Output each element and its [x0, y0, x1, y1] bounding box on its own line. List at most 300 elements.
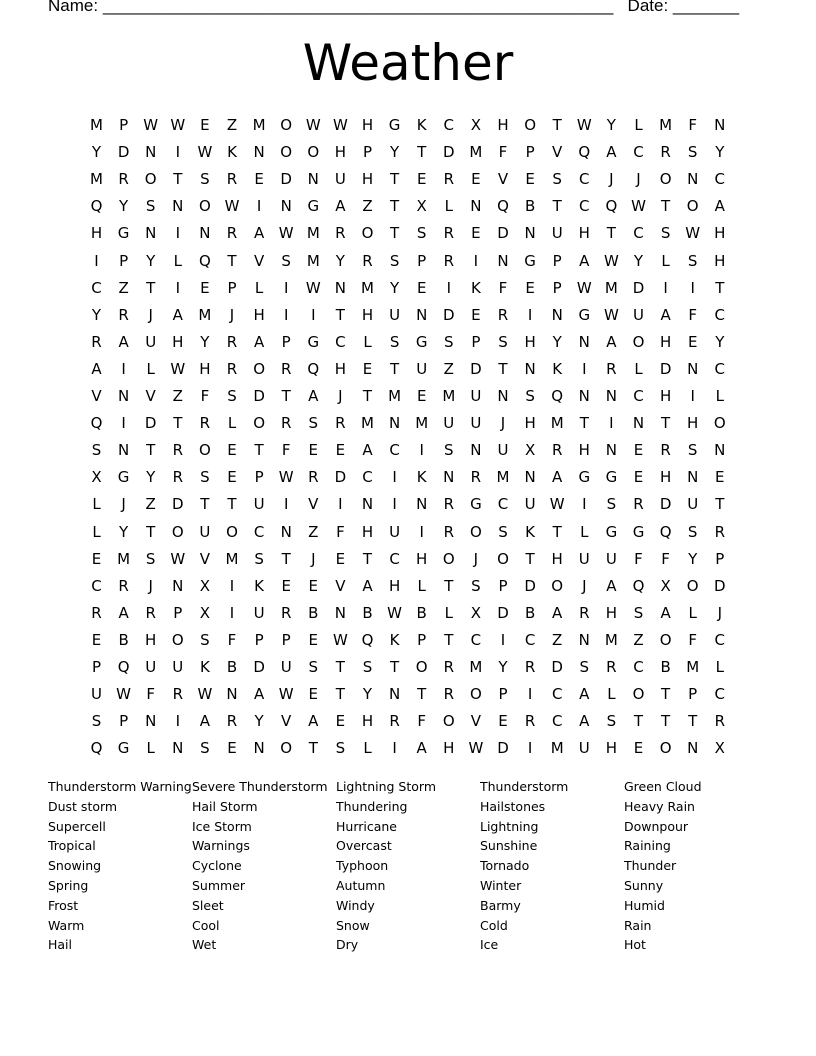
grid-letter[interactable]: S — [254, 549, 264, 568]
grid-letter[interactable]: L — [173, 251, 182, 270]
grid-letter[interactable]: Y — [498, 658, 508, 676]
grid-letter[interactable]: F — [227, 630, 237, 649]
grid-letter[interactable]: G — [307, 332, 320, 351]
grid-letter[interactable]: O — [713, 414, 726, 433]
grid-letter[interactable]: O — [253, 359, 265, 378]
grid-letter[interactable]: M — [496, 468, 510, 487]
grid-letter[interactable]: S — [200, 739, 210, 758]
grid-letter[interactable]: S — [281, 251, 291, 270]
grid-letter[interactable]: T — [661, 685, 671, 704]
grid-letter[interactable]: N — [714, 116, 726, 134]
grid-letter[interactable]: C — [362, 468, 373, 487]
grid-letter[interactable]: D — [470, 359, 482, 378]
grid-letter[interactable]: C — [579, 197, 590, 216]
grid-letter[interactable]: H — [172, 332, 184, 351]
grid-letter[interactable]: L — [634, 359, 643, 378]
grid-letter[interactable]: T — [362, 387, 373, 405]
grid-letter[interactable]: S — [498, 332, 508, 351]
grid-letter[interactable]: Y — [362, 685, 373, 704]
grid-letter[interactable]: O — [686, 576, 699, 595]
grid-letter[interactable]: H — [416, 549, 428, 568]
grid-letter[interactable]: T — [281, 549, 291, 568]
grid-letter[interactable]: V — [470, 712, 482, 731]
grid-letter[interactable]: T — [390, 224, 400, 243]
grid-letter[interactable]: N — [280, 522, 292, 541]
grid-letter[interactable]: Y — [390, 278, 400, 297]
grid-letter[interactable]: I — [311, 305, 316, 324]
grid-letter[interactable]: T — [146, 441, 156, 460]
grid-letter[interactable]: O — [497, 549, 509, 568]
grid-letter[interactable]: P — [281, 332, 291, 351]
grid-letter[interactable]: U — [443, 414, 455, 433]
grid-letter[interactable]: N — [524, 224, 536, 243]
grid-letter[interactable]: S — [552, 170, 562, 189]
grid-letter[interactable]: F — [688, 305, 697, 324]
grid-letter[interactable]: W — [116, 685, 132, 704]
grid-letter[interactable]: T — [335, 305, 345, 324]
grid-letter[interactable]: R — [443, 170, 455, 189]
grid-letter[interactable]: D — [334, 468, 347, 487]
grid-letter[interactable]: C — [91, 576, 102, 595]
grid-letter[interactable]: E — [308, 576, 319, 595]
grid-letter[interactable]: D — [253, 658, 265, 676]
grid-letter[interactable]: K — [199, 658, 210, 676]
grid-letter[interactable]: I — [283, 495, 289, 514]
grid-letter[interactable]: A — [552, 468, 563, 487]
grid-letter[interactable]: S — [633, 603, 644, 622]
grid-letter[interactable]: Q — [361, 630, 374, 649]
grid-letter[interactable]: H — [361, 522, 374, 541]
grid-letter[interactable]: E — [525, 278, 535, 297]
grid-letter[interactable]: R — [443, 495, 455, 514]
grid-letter[interactable]: C — [633, 224, 644, 243]
grid-letter[interactable]: W — [143, 116, 159, 134]
grid-letter[interactable]: T — [390, 658, 400, 676]
grid-letter[interactable]: Z — [552, 630, 563, 649]
grid-letter[interactable]: Q — [90, 414, 103, 433]
grid-letter[interactable]: S — [660, 224, 671, 243]
grid-letter[interactable]: H — [578, 441, 590, 460]
grid-letter[interactable]: W — [603, 305, 619, 324]
grid-letter[interactable]: H — [90, 224, 103, 243]
grid-letter[interactable]: R — [497, 305, 509, 324]
grid-letter[interactable]: E — [335, 549, 346, 568]
grid-letter[interactable]: I — [446, 278, 452, 297]
grid-letter[interactable]: I — [338, 495, 343, 514]
grid-letter[interactable]: A — [606, 576, 617, 595]
grid-letter[interactable]: A — [308, 712, 319, 731]
grid-letter[interactable]: T — [417, 143, 427, 162]
grid-letter[interactable]: J — [500, 414, 506, 433]
grid-letter[interactable]: I — [94, 251, 99, 270]
grid-letter[interactable]: I — [527, 305, 533, 324]
grid-letter[interactable]: R — [280, 603, 292, 622]
grid-letter[interactable]: D — [144, 414, 157, 433]
grid-letter[interactable]: S — [444, 441, 454, 460]
grid-letter[interactable]: I — [392, 495, 397, 514]
grid-letter[interactable]: A — [199, 712, 211, 731]
grid-letter[interactable]: T — [390, 197, 400, 216]
grid-letter[interactable]: D — [497, 739, 509, 758]
grid-letter[interactable]: R — [524, 658, 536, 676]
grid-letter[interactable]: L — [634, 116, 643, 134]
grid-letter[interactable]: S — [200, 468, 210, 487]
grid-letter[interactable]: G — [117, 468, 130, 487]
grid-letter[interactable]: R — [470, 468, 482, 487]
grid-letter[interactable]: C — [714, 305, 726, 324]
grid-letter[interactable]: Z — [308, 522, 319, 541]
grid-letter[interactable]: O — [171, 630, 184, 649]
grid-letter[interactable]: R — [606, 658, 617, 676]
grid-letter[interactable]: T — [552, 116, 562, 134]
grid-letter[interactable]: E — [471, 224, 481, 243]
grid-letter[interactable]: R — [226, 224, 238, 243]
grid-letter[interactable]: K — [416, 116, 427, 134]
grid-letter[interactable]: I — [690, 278, 695, 297]
grid-letter[interactable]: T — [173, 414, 183, 433]
grid-letter[interactable]: O — [659, 739, 672, 758]
grid-letter[interactable]: N — [632, 414, 645, 433]
grid-letter[interactable]: A — [660, 603, 671, 622]
grid-letter[interactable]: M — [90, 170, 103, 189]
grid-letter[interactable]: L — [715, 387, 724, 405]
grid-letter[interactable]: C — [443, 116, 455, 134]
grid-letter[interactable]: U — [687, 495, 699, 514]
grid-letter[interactable]: P — [119, 712, 129, 731]
grid-letter[interactable]: T — [661, 712, 671, 731]
grid-letter[interactable]: M — [604, 278, 618, 297]
grid-letter[interactable]: W — [685, 224, 701, 243]
grid-letter[interactable]: Y — [119, 197, 129, 216]
grid-letter[interactable]: O — [632, 685, 645, 704]
grid-letter[interactable]: R — [226, 359, 238, 378]
grid-letter[interactable]: L — [227, 414, 237, 433]
grid-letter[interactable]: L — [444, 603, 453, 622]
grid-letter[interactable]: Z — [145, 495, 156, 514]
grid-letter[interactable]: U — [389, 305, 401, 324]
grid-letter[interactable]: U — [416, 359, 428, 378]
grid-letter[interactable]: H — [578, 224, 590, 243]
grid-letter[interactable]: U — [524, 495, 536, 514]
grid-letter[interactable]: I — [582, 359, 587, 378]
grid-letter[interactable]: E — [633, 441, 644, 460]
grid-letter[interactable]: U — [145, 332, 157, 351]
grid-letter[interactable]: U — [145, 658, 157, 676]
grid-letter[interactable]: D — [632, 278, 645, 297]
grid-letter[interactable]: G — [578, 305, 591, 324]
grid-letter[interactable]: N — [145, 224, 157, 243]
grid-letter[interactable]: H — [524, 332, 536, 351]
grid-letter[interactable]: L — [146, 359, 155, 378]
grid-letter[interactable]: T — [688, 712, 698, 731]
grid-letter[interactable]: C — [91, 278, 102, 297]
grid-letter[interactable]: Q — [198, 251, 211, 270]
grid-letter[interactable]: Q — [632, 576, 645, 595]
grid-letter[interactable]: X — [470, 603, 482, 622]
grid-letter[interactable]: F — [281, 441, 291, 460]
grid-letter[interactable]: U — [389, 522, 401, 541]
grid-letter[interactable]: R — [91, 332, 102, 351]
grid-letter[interactable]: K — [416, 468, 427, 487]
grid-letter[interactable]: N — [145, 143, 157, 162]
grid-letter[interactable]: A — [606, 332, 617, 351]
grid-letter[interactable]: M — [388, 387, 402, 405]
grid-letter[interactable]: N — [497, 251, 509, 270]
grid-letter[interactable]: D — [443, 143, 455, 162]
grid-letter[interactable]: O — [198, 441, 211, 460]
grid-letter[interactable]: X — [91, 468, 102, 487]
grid-letter[interactable]: I — [392, 468, 397, 487]
grid-letter[interactable]: Q — [307, 359, 320, 378]
grid-letter[interactable]: B — [226, 658, 238, 676]
grid-letter[interactable]: I — [175, 712, 181, 731]
grid-letter[interactable]: L — [363, 739, 372, 758]
grid-letter[interactable]: R — [443, 224, 455, 243]
grid-letter[interactable]: A — [579, 685, 590, 704]
grid-letter[interactable]: E — [416, 278, 427, 297]
grid-letter[interactable]: I — [229, 603, 235, 622]
grid-letter[interactable]: R — [172, 685, 184, 704]
grid-letter[interactable]: H — [659, 468, 672, 487]
grid-letter[interactable]: W — [603, 251, 619, 270]
grid-letter[interactable]: Z — [118, 278, 129, 297]
grid-letter[interactable]: I — [609, 414, 614, 433]
grid-letter[interactable]: I — [256, 197, 262, 216]
grid-letter[interactable]: L — [363, 332, 372, 351]
grid-letter[interactable]: B — [524, 603, 536, 622]
grid-letter[interactable]: I — [121, 414, 126, 433]
grid-letter[interactable]: D — [524, 576, 536, 595]
grid-letter[interactable]: Z — [172, 387, 183, 405]
grid-letter[interactable]: Y — [91, 305, 102, 324]
grid-letter[interactable]: J — [338, 387, 343, 405]
grid-letter[interactable]: T — [281, 387, 291, 405]
grid-letter[interactable]: S — [606, 495, 617, 514]
name-field[interactable]: ______________________________________________________ — [102, 0, 614, 15]
grid-letter[interactable]: N — [470, 197, 482, 216]
grid-letter[interactable]: M — [686, 658, 700, 676]
grid-letter[interactable]: U — [253, 603, 265, 622]
date-field[interactable]: _______ — [672, 0, 740, 15]
grid-letter[interactable]: X — [660, 576, 671, 595]
grid-letter[interactable]: C — [633, 143, 644, 162]
grid-letter[interactable]: R — [606, 359, 617, 378]
grid-letter[interactable]: C — [524, 630, 536, 649]
grid-letter[interactable]: E — [471, 170, 481, 189]
grid-letter[interactable]: M — [604, 630, 618, 649]
grid-letter[interactable]: E — [308, 630, 319, 649]
grid-letter[interactable]: D — [714, 576, 726, 595]
grid-letter[interactable]: N — [334, 603, 346, 622]
grid-letter[interactable]: N — [687, 359, 699, 378]
grid-letter[interactable]: W — [170, 359, 186, 378]
grid-letter[interactable]: D — [172, 495, 184, 514]
grid-letter[interactable]: F — [417, 712, 426, 731]
grid-letter[interactable]: N — [388, 414, 401, 433]
grid-letter[interactable]: L — [254, 278, 264, 297]
grid-letter[interactable]: P — [173, 603, 183, 622]
grid-letter[interactable]: D — [117, 143, 130, 162]
grid-letter[interactable]: L — [607, 685, 616, 704]
grid-letter[interactable]: T — [254, 441, 264, 460]
grid-letter[interactable]: V — [281, 712, 292, 731]
grid-letter[interactable]: T — [661, 414, 671, 433]
grid-letter[interactable]: A — [606, 143, 617, 162]
grid-letter[interactable]: O — [551, 576, 564, 595]
grid-letter[interactable]: L — [92, 495, 101, 514]
grid-letter[interactable]: J — [717, 603, 723, 622]
grid-letter[interactable]: D — [443, 305, 455, 324]
grid-letter[interactable]: E — [200, 278, 210, 297]
grid-letter[interactable]: C — [579, 170, 590, 189]
grid-letter[interactable]: R — [443, 251, 455, 270]
grid-letter[interactable]: R — [660, 143, 671, 162]
grid-letter[interactable]: H — [497, 116, 509, 134]
grid-letter[interactable]: N — [307, 170, 319, 189]
grid-letter[interactable]: R — [633, 495, 644, 514]
grid-letter[interactable]: Q — [117, 658, 130, 676]
grid-letter[interactable]: A — [308, 387, 319, 405]
grid-letter[interactable]: U — [334, 170, 346, 189]
grid-letter[interactable]: B — [416, 603, 427, 622]
grid-letter[interactable]: C — [714, 630, 726, 649]
grid-letter[interactable]: O — [415, 658, 428, 676]
grid-letter[interactable]: X — [714, 739, 725, 758]
grid-letter[interactable]: T — [200, 495, 210, 514]
grid-letter[interactable]: W — [468, 739, 484, 758]
grid-letter[interactable]: C — [389, 549, 400, 568]
grid-letter[interactable]: O — [469, 522, 482, 541]
grid-letter[interactable]: N — [714, 441, 726, 460]
grid-letter[interactable]: W — [197, 143, 213, 162]
grid-letter[interactable]: V — [199, 549, 211, 568]
grid-letter[interactable]: M — [90, 116, 103, 134]
grid-letter[interactable]: R — [362, 251, 373, 270]
grid-letter[interactable]: U — [91, 685, 102, 704]
grid-letter[interactable]: E — [416, 170, 427, 189]
grid-letter[interactable]: P — [119, 116, 129, 134]
grid-letter[interactable]: A — [362, 576, 373, 595]
grid-letter[interactable]: P — [119, 251, 129, 270]
grid-letter[interactable]: H — [334, 143, 347, 162]
grid-letter[interactable]: B — [362, 603, 373, 622]
grid-letter[interactable]: H — [253, 305, 265, 324]
grid-letter[interactable]: G — [578, 468, 591, 487]
grid-letter[interactable]: X — [199, 603, 211, 622]
grid-letter[interactable]: N — [416, 495, 428, 514]
grid-letter[interactable]: R — [145, 603, 156, 622]
grid-letter[interactable]: Q — [497, 197, 509, 216]
grid-letter[interactable]: H — [659, 332, 672, 351]
grid-letter[interactable]: A — [118, 603, 129, 622]
grid-letter[interactable]: J — [311, 549, 316, 568]
grid-letter[interactable]: X — [470, 116, 482, 134]
grid-letter[interactable]: K — [389, 630, 400, 649]
grid-letter[interactable]: E — [362, 359, 373, 378]
grid-letter[interactable]: O — [361, 224, 374, 243]
grid-letter[interactable]: Y — [91, 143, 102, 162]
grid-letter[interactable]: L — [444, 197, 453, 216]
grid-letter[interactable]: T — [390, 359, 400, 378]
grid-letter[interactable]: W — [197, 685, 213, 704]
grid-letter[interactable]: N — [172, 197, 184, 216]
grid-letter[interactable]: I — [690, 387, 695, 405]
grid-letter[interactable]: P — [281, 630, 291, 649]
grid-letter[interactable]: S — [145, 197, 156, 216]
grid-letter[interactable]: U — [280, 658, 292, 676]
grid-letter[interactable]: W — [278, 224, 294, 243]
grid-letter[interactable]: R — [579, 603, 590, 622]
grid-letter[interactable]: I — [527, 739, 533, 758]
grid-letter[interactable]: N — [172, 576, 184, 595]
grid-letter[interactable]: F — [498, 143, 508, 162]
grid-letter[interactable]: L — [715, 658, 724, 676]
grid-letter[interactable]: U — [633, 305, 644, 324]
grid-letter[interactable]: A — [253, 224, 265, 243]
grid-letter[interactable]: R — [280, 359, 292, 378]
grid-letter[interactable]: O — [686, 197, 699, 216]
grid-letter[interactable]: O — [442, 549, 455, 568]
grid-letter[interactable]: P — [227, 278, 237, 297]
grid-letter[interactable]: A — [416, 739, 427, 758]
grid-letter[interactable]: N — [199, 224, 211, 243]
grid-letter[interactable]: H — [145, 630, 157, 649]
grid-letter[interactable]: H — [388, 576, 401, 595]
grid-letter[interactable]: C — [551, 712, 563, 731]
grid-letter[interactable]: P — [715, 549, 725, 568]
grid-letter[interactable]: A — [579, 712, 590, 731]
grid-letter[interactable]: F — [498, 278, 508, 297]
grid-letter[interactable]: Y — [146, 468, 156, 487]
grid-letter[interactable]: E — [498, 712, 508, 731]
grid-letter[interactable]: E — [254, 170, 264, 189]
grid-letter[interactable]: Q — [659, 522, 672, 541]
grid-letter[interactable]: P — [471, 332, 481, 351]
grid-letter[interactable]: O — [307, 143, 320, 162]
grid-letter[interactable]: J — [229, 305, 235, 324]
grid-letter[interactable]: W — [387, 603, 403, 622]
grid-letter[interactable]: Y — [335, 251, 345, 270]
grid-letter[interactable]: J — [148, 576, 153, 595]
grid-letter[interactable]: T — [227, 495, 237, 514]
grid-letter[interactable]: N — [280, 197, 292, 216]
grid-letter[interactable]: R — [443, 658, 455, 676]
grid-letter[interactable]: N — [334, 278, 346, 297]
grid-letter[interactable]: M — [469, 143, 483, 162]
grid-letter[interactable]: U — [578, 549, 590, 568]
grid-letter[interactable]: P — [552, 278, 562, 297]
grid-letter[interactable]: T — [362, 549, 373, 568]
grid-letter[interactable]: A — [714, 197, 725, 216]
grid-letter[interactable]: N — [361, 495, 374, 514]
grid-letter[interactable]: H — [714, 251, 726, 270]
grid-letter[interactable]: G — [470, 495, 482, 514]
grid-letter[interactable]: I — [283, 278, 289, 297]
grid-letter[interactable]: P — [498, 576, 508, 595]
grid-letter[interactable]: U — [578, 739, 590, 758]
grid-letter[interactable]: X — [416, 197, 427, 216]
grid-letter[interactable]: S — [416, 224, 427, 243]
grid-letter[interactable]: S — [91, 712, 102, 731]
grid-letter[interactable]: N — [226, 685, 238, 704]
grid-letter[interactable]: K — [552, 359, 563, 378]
grid-letter[interactable]: F — [200, 387, 210, 405]
grid-letter[interactable]: N — [578, 332, 590, 351]
grid-letter[interactable]: N — [443, 468, 455, 487]
grid-letter[interactable]: R — [660, 441, 671, 460]
grid-letter[interactable]: E — [525, 170, 535, 189]
grid-letter[interactable]: X — [524, 441, 536, 460]
